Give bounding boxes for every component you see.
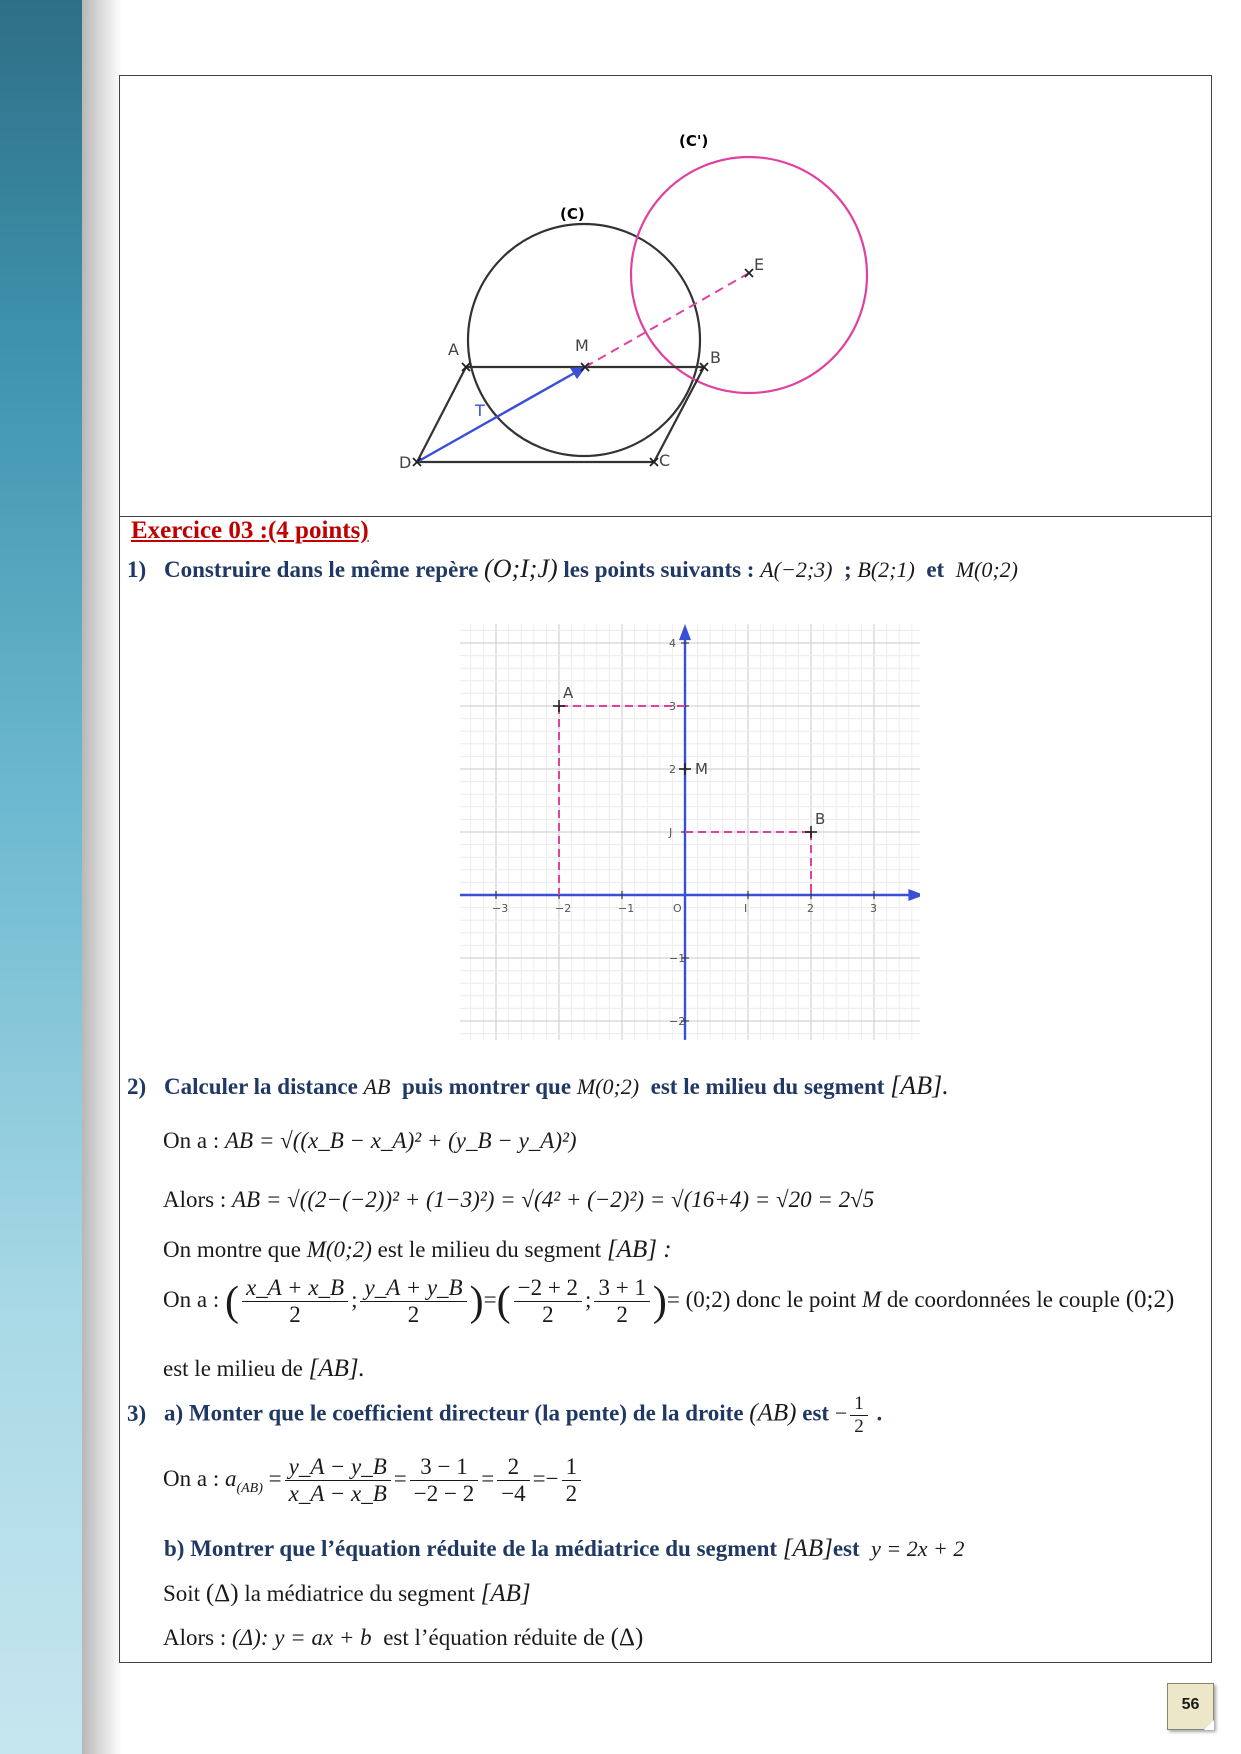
y-tick-label: J — [669, 826, 673, 839]
fraction-x-values: $\frac{-2 + 2}{2}$ — [514, 1275, 582, 1329]
y-tick-label: 3 — [669, 700, 676, 713]
question-3b-est: est — [832, 1536, 860, 1561]
line-2-prefix: Alors : — [163, 1187, 227, 1212]
line-8-prefix: Alors : — [163, 1625, 227, 1650]
line-bisector-def — [163, 1580, 531, 1608]
line-4-couple: (0;2) — [1125, 1286, 1175, 1314]
label-point-m: M — [575, 336, 589, 355]
decorative-side-band — [0, 0, 82, 1754]
line-7-delta: (Δ) — [205, 1580, 239, 1607]
line-3-segment: [AB] : — [606, 1236, 672, 1263]
question-2-text-2: puis montrer que — [401, 1074, 572, 1099]
geometry-figure — [380, 130, 880, 490]
label-circle-c: (C) — [560, 205, 585, 223]
line-5-segment: [AB]. — [308, 1355, 365, 1382]
point-m-coords: M(0;2) — [955, 557, 1019, 582]
side-band-shadow — [82, 0, 122, 1754]
line-slope-calc: On a : $a_{(AB)}$ = $\frac{y\_A - y\_B}{x\_A - x\_B}$ = $\frac{3 - 1}{-2 - 2}$ = $\frac{2}{-4}$ =− $\frac{1}{2}$ — [163, 1454, 584, 1508]
x-tick-label: 2 — [807, 902, 814, 915]
question-3b-segment: [AB] — [782, 1535, 833, 1562]
question-1-number: 1) — [127, 557, 147, 582]
line-4-point-m: M — [861, 1287, 882, 1313]
question-3a-line-ab: (AB) — [749, 1399, 797, 1427]
line-4-prefix: On a : — [163, 1287, 220, 1313]
distance-formula: AB = √((x_B − x_A)² + (y_B − y_A)²) — [224, 1128, 577, 1153]
question-2-point-m: M(0;2) — [576, 1074, 640, 1099]
paren-open-2: ( — [496, 1278, 511, 1325]
fraction-y-values: $\frac{3 + 1}{2}$ — [594, 1275, 649, 1329]
question-3a-est: est — [802, 1400, 830, 1426]
label-point-e: E — [754, 255, 765, 274]
x-tick-label: I — [744, 902, 748, 915]
line-8-text: est l’équation réduite de — [383, 1625, 605, 1650]
question-3-number: 3) — [127, 1400, 147, 1426]
question-3a-fraction: $\frac{1}{2}$ — [850, 1393, 868, 1438]
y-tick-label: −2 — [669, 1015, 686, 1028]
y-axis-arrow — [679, 624, 691, 640]
distance-calculation: AB = √((2−(−2))² + (1−3)²) = √(4² + (−2)²) = √(16+4) = √20 = 2√5 — [232, 1187, 875, 1212]
fraction-slope-values: $\frac{3 - 1}{-2 - 2}$ — [410, 1454, 478, 1508]
question-1-text-2: les points suivants : — [563, 557, 755, 582]
point-label-m: M — [695, 760, 708, 778]
line-midpoint-calc: On a : ( $\frac{x\_A + x\_B}{2}$ ; $\frac{y\_A + y\_B}{2}$ )=( $\frac{-2 + 2}{2}$ ; $\frac{3 + 1}{2}$ )= (0;2) donc le point M de coordonnées le couple (0;2) — [163, 1275, 1175, 1328]
question-3a-sign: − — [834, 1400, 848, 1426]
midpoint-result: = (0;2) — [666, 1287, 731, 1313]
line-5-text: est le milieu de — [163, 1356, 303, 1381]
point-label-a: A — [563, 684, 574, 702]
question-3a-dot: . — [876, 1400, 883, 1426]
y-tick-label: 4 — [669, 637, 676, 650]
line-1-prefix: On a : — [163, 1128, 220, 1153]
coordinate-grid-figure — [460, 615, 920, 1045]
question-1 — [127, 554, 1018, 584]
line-8-delta: (Δ) — [610, 1624, 644, 1651]
slope-subscript: (AB) — [236, 1480, 263, 1496]
fraction-slope-simplified: $\frac{2}{-4}$ — [497, 1454, 529, 1508]
line-8-expression: (Δ): y = ax + b — [232, 1625, 372, 1650]
label-circle-c-prime: (C') — [679, 132, 709, 150]
frame-notation: (O;I;J) — [484, 554, 558, 583]
line-6-prefix: On a : — [163, 1466, 220, 1492]
line-midpoint-intro — [163, 1236, 672, 1264]
paren-open: ( — [224, 1278, 239, 1325]
label-point-b: B — [710, 348, 721, 367]
x-tick-label: 3 — [870, 902, 877, 915]
question-1-separator: ; — [843, 557, 852, 582]
question-3b-equation: y = 2x + 2 — [871, 1536, 965, 1561]
line-3-text: On montre que — [163, 1237, 301, 1262]
fraction-ya-yb: $\frac{y\_A + y\_B}{2}$ — [360, 1275, 466, 1329]
fraction-xa-xb: $\frac{x\_A + x\_B}{2}$ — [242, 1275, 348, 1329]
line-7-segment: [AB] — [480, 1580, 531, 1607]
line-3-text-2: est le milieu du segment — [377, 1237, 602, 1262]
line-distance-calc — [163, 1187, 874, 1213]
dashed-me — [585, 273, 749, 367]
line-midpoint-conclusion — [163, 1355, 365, 1383]
exercise-title: Exercice 03 :(4 points) — [131, 517, 369, 544]
question-2-ab: AB — [363, 1074, 391, 1099]
line-4-text-2: de coordonnées le couple — [886, 1287, 1120, 1313]
x-tick-label: −3 — [492, 902, 509, 915]
circle-c-prime — [631, 157, 867, 393]
point-label-b: B — [815, 810, 826, 828]
x-tick-label: −1 — [618, 902, 635, 915]
question-2 — [127, 1071, 949, 1101]
label-point-c: C — [659, 451, 671, 470]
line-3-point-m: M(0;2) — [306, 1237, 372, 1262]
line-distance-formula — [163, 1128, 577, 1154]
x-tick-label: O — [673, 902, 682, 915]
question-3b-text: b) Montrer que l’équation réduite de la médiatrice du segment — [164, 1536, 778, 1561]
point-a-coords: A(−2;3) — [760, 557, 833, 582]
paren-close-2: ) — [652, 1278, 667, 1325]
question-2-text-3: est le milieu du segment — [650, 1074, 885, 1099]
line-7-text-2: la médiatrice du segment — [244, 1581, 475, 1606]
label-vector-t: T — [475, 401, 485, 420]
line-bisector-equation — [163, 1624, 643, 1652]
question-3b — [164, 1535, 964, 1563]
question-3a — [127, 1393, 882, 1438]
fraction-slope-result: $\frac{1}{2}$ — [562, 1454, 582, 1508]
paren-close: ) — [469, 1278, 484, 1325]
question-1-et: et — [926, 557, 945, 582]
label-point-d: D — [399, 453, 412, 472]
point-b-coords: B(2;1) — [857, 557, 915, 582]
y-tick-label: 2 — [669, 763, 676, 776]
x-axis-arrow — [908, 889, 920, 901]
question-2-text: Calculer la distance — [164, 1074, 358, 1099]
line-7-text: Soit — [163, 1581, 201, 1606]
line-4-text: donc le point — [736, 1287, 857, 1313]
page-number: 56 — [1167, 1683, 1214, 1730]
question-2-number: 2) — [127, 1074, 147, 1099]
label-point-a: A — [448, 340, 459, 359]
fraction-slope-formula: $\frac{y\_A - y\_B}{x\_A - x\_B}$ — [285, 1454, 391, 1508]
x-tick-label: −2 — [555, 902, 572, 915]
y-tick-label: −1 — [669, 952, 686, 965]
slope-symbol: a — [224, 1466, 237, 1492]
question-2-segment: [AB]. — [890, 1071, 949, 1100]
question-3a-text: a) Monter que le coefficient directeur (la pente) de la droite — [164, 1400, 744, 1426]
question-1-text: Construire dans le même repère — [164, 557, 479, 582]
